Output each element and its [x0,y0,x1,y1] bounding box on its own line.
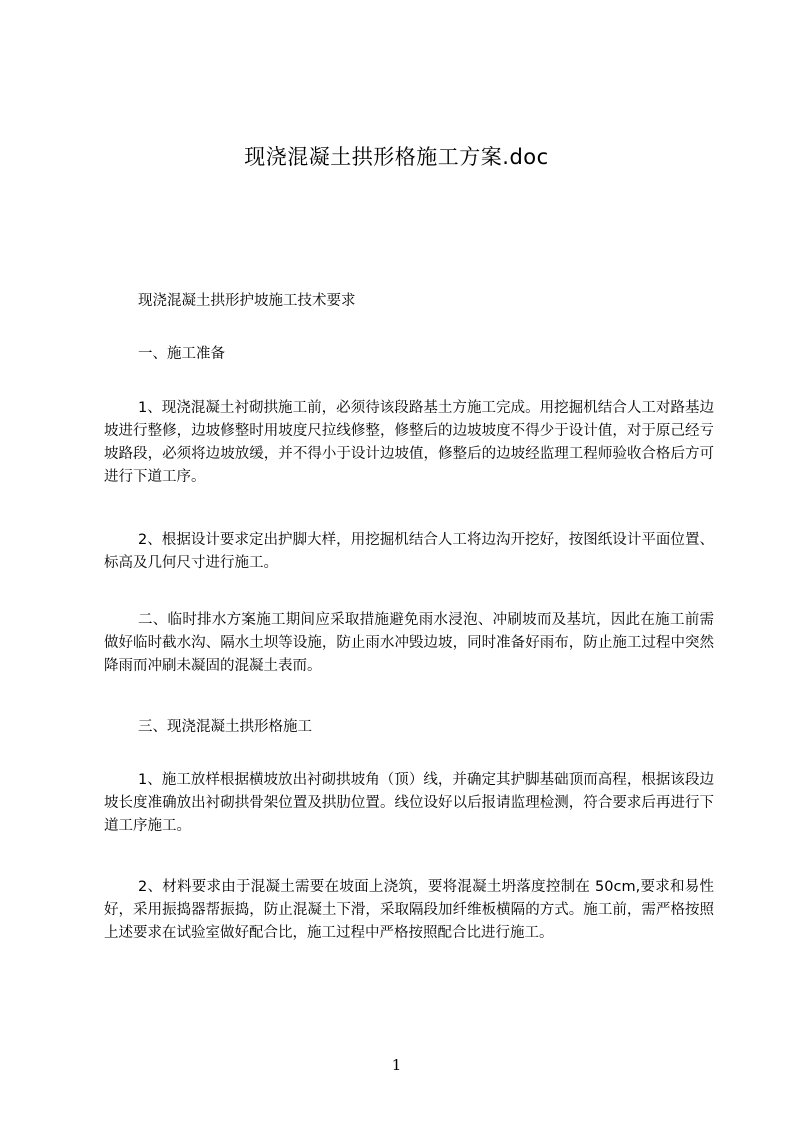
document-subtitle: 现浇混凝土拱形护坡施工技术要求 [138,293,356,309]
page-number: 1 [391,1056,402,1074]
section-3-heading: 三、现浇混凝土拱形格施工 [138,719,312,735]
section-1-item-2: 2、根据设计要求定出护脚大样，用挖掘机结合人工将边沟开挖好，按图纸设计平面位置、标高及几何尺寸进行施工。 [104,532,714,571]
section-3-item-2: 2、材料要求由于混凝土需要在坡面上浇筑，要将混凝土坍落度控制在 50cm,要求和易性好，采用振捣器帮振捣，防止混凝土下滑，采取隔段加纤维板横隔的方式。施工前，需严格按照上述要求在试验室做好配合比，施工过程中严格按照配合比进行施工。 [104,879,714,941]
section-1-item-1: 1、现浇混凝土衬砌拱施工前，必须待该段路基土方施工完成。用挖掘机结合人工对路基边坡进行整修，边坡修整时用坡度尺拉线修整，修整后的边坡坡度不得少于设计值，对于原己经亏坡路段，必须将边坡放缓，并不得小于设计边坡值，修整后的边坡经监理工程师验收合格后方可进行下道工序。 [104,400,714,485]
section-2-paragraph: 二、临时排水方案施工期间应采取措施避免雨水浸泡、冲刷坡而及基坑，因此在施工前需做好临时截水沟、隔水土坝等设施，防止雨水冲毁边坡，同时准备好雨布，防止施工过程中突然降雨而冲刷未凝固的混凝土表而。 [104,612,714,674]
section-1-heading: 一、施工准备 [138,346,225,362]
section-3-item-1: 1、施工放样根据横坡放出衬砌拱坡角（顶）线，并确定其护脚基础顶而高程，根据该段边坡长度准确放出衬砌拱骨架位置及拱肋位置。线位设好以后报请监理检测，符合要求后再进行下道工序施工。 [104,772,714,834]
document-title: 现浇混凝土拱形格施工方案.doc [244,145,549,169]
